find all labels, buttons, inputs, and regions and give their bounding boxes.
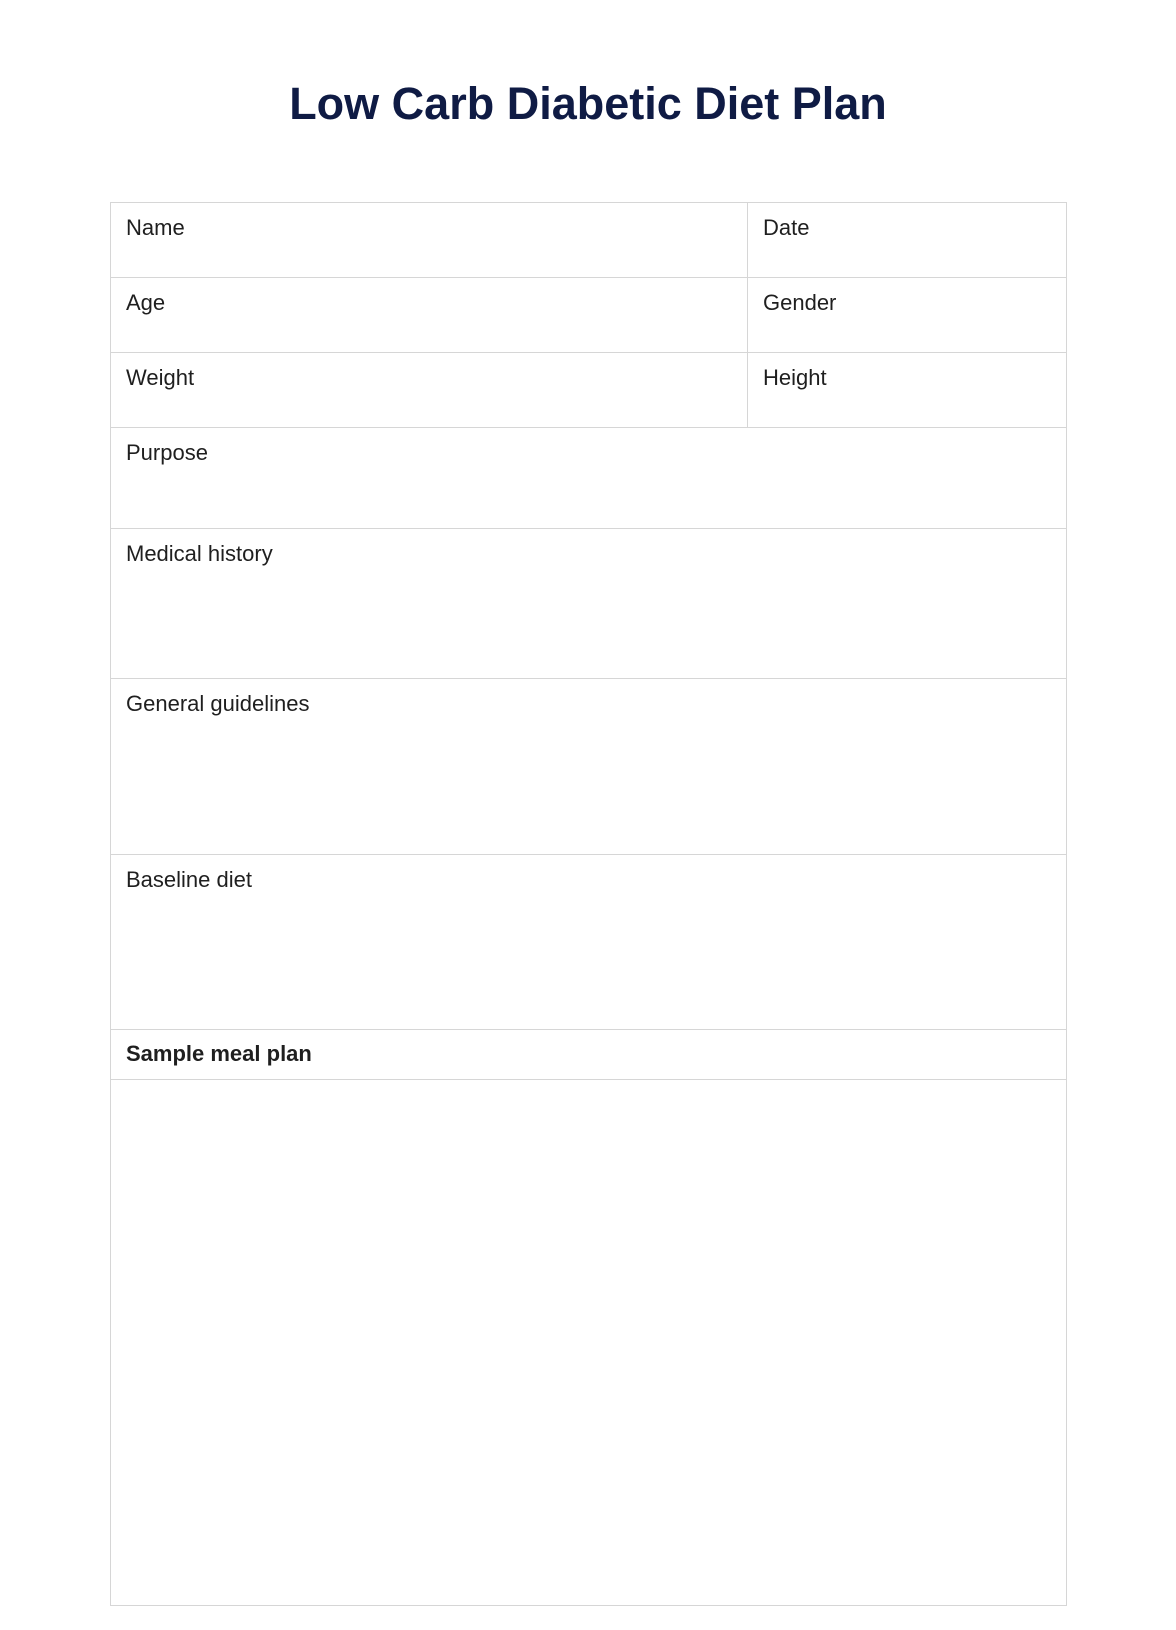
baseline-diet-label: Baseline diet (126, 867, 252, 892)
sample-meal-plan-field[interactable] (111, 1080, 1067, 1606)
date-field[interactable] (748, 203, 1067, 278)
form-row-general-guidelines (111, 679, 1067, 855)
form-row-sample-meal-plan-body (111, 1080, 1067, 1606)
date-label: Date (763, 215, 810, 240)
purpose-field[interactable] (111, 428, 1067, 529)
general-guidelines-field[interactable] (111, 679, 1067, 855)
medical-history-label: Medical history (126, 541, 273, 566)
form-row-sample-meal-plan-header (111, 1030, 1067, 1080)
form-row-weight-height (111, 353, 1067, 428)
form-row-name-date (111, 203, 1067, 278)
sample-meal-plan-label: Sample meal plan (126, 1041, 312, 1066)
baseline-diet-field[interactable] (111, 855, 1067, 1030)
general-guidelines-label: General guidelines (126, 691, 310, 716)
gender-label: Gender (763, 290, 837, 315)
height-field[interactable] (748, 353, 1067, 428)
page-title: Low Carb Diabetic Diet Plan (289, 78, 887, 129)
medical-history-field[interactable] (111, 529, 1067, 679)
weight-label: Weight (126, 365, 195, 390)
form-row-age-gender (111, 278, 1067, 353)
name-field[interactable] (111, 203, 748, 278)
name-label: Name (126, 215, 185, 240)
form-row-purpose (111, 428, 1067, 529)
weight-field[interactable] (111, 353, 748, 428)
purpose-label: Purpose (126, 440, 208, 465)
sample-meal-plan-heading (111, 1030, 1067, 1080)
form-row-medical-history (111, 529, 1067, 679)
diet-plan-form (110, 202, 1067, 1606)
form-row-baseline-diet (111, 855, 1067, 1030)
height-label: Height (763, 365, 827, 390)
age-field[interactable] (111, 278, 748, 353)
age-label: Age (126, 290, 166, 315)
gender-field[interactable] (748, 278, 1067, 353)
